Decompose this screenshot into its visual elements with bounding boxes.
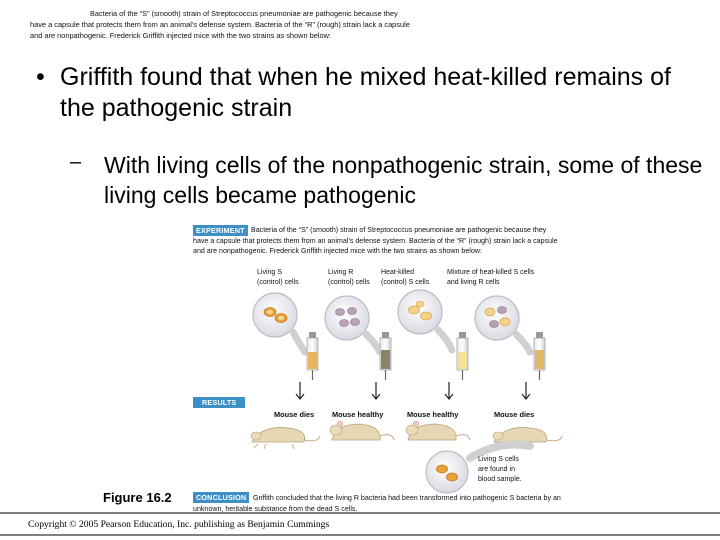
arrow-dish4 bbox=[516, 334, 530, 352]
dish-heat-killed-s bbox=[398, 290, 442, 334]
dish-label-1-line2: (control) cells bbox=[257, 279, 299, 286]
dish-label-3-line2: (control) S cells bbox=[381, 279, 430, 286]
syringe-1 bbox=[307, 332, 318, 380]
dish-label-4-line1: Mixture of heat-killed S cells bbox=[447, 269, 535, 276]
top-caption-line2: have a capsule that protects them from an animal’s defense system. Bacteria of the “R” (rough) strain lack a capsule bbox=[30, 20, 410, 29]
sub-bullet-symbol: – bbox=[70, 151, 82, 173]
experiment-line3: and are nonpathogenic. Frederick Griffith injected mice with the two strains as shown below: bbox=[193, 247, 482, 255]
syringe-2 bbox=[380, 332, 391, 380]
outcome-label-1: Mouse dies bbox=[274, 410, 315, 419]
mouse-healthy-2 bbox=[406, 421, 470, 440]
dish-living-r bbox=[325, 296, 369, 340]
top-caption-line1: Bacteria of the “S” (smooth) strain of Streptococcus pneumoniae are pathogenic because they bbox=[90, 9, 398, 18]
bullet-text: Griffith found that when he mixed heat-killed remains of the pathogenic strain bbox=[60, 63, 671, 122]
dish-label-4-line2: and living R cells bbox=[447, 279, 500, 286]
conclusion-tag: CONCLUSION bbox=[193, 492, 249, 503]
copyright-footer: Copyright © 2005 Pearson Education, Inc. publishing as Benjamin Cummings bbox=[28, 519, 330, 530]
dish-label-2-line2: (control) cells bbox=[328, 279, 370, 286]
outcome-label-3: Mouse healthy bbox=[407, 410, 459, 419]
dish-blood-sample bbox=[426, 451, 468, 493]
experiment-line2: have a capsule that protects them from an animal’s defense system. Bacteria of the “R” (rough) strain lack a capsule bbox=[193, 236, 558, 245]
syringe-3 bbox=[457, 332, 468, 380]
conclusion-text bbox=[193, 493, 613, 514]
mouse-healthy-1 bbox=[330, 421, 394, 440]
dish-label-1-line1: Living S bbox=[257, 269, 282, 276]
dish-label-2-line1: Living R bbox=[328, 269, 354, 276]
arrow-dish3 bbox=[438, 330, 452, 350]
bullet-symbol: • bbox=[36, 63, 45, 91]
injection-arrows bbox=[296, 382, 530, 399]
outcome-label-4: Mouse dies bbox=[494, 410, 535, 419]
syringe-4 bbox=[534, 332, 545, 380]
results-tag: RESULTS bbox=[193, 397, 245, 408]
arrow-dish1 bbox=[293, 332, 305, 352]
figure-label: Figure 16.2 bbox=[103, 490, 172, 505]
experiment-line1: Bacteria of the “S” (smooth) strain of Streptococcus pneumoniae are pathogenic because they bbox=[251, 226, 547, 234]
arrow-dish2 bbox=[366, 334, 380, 352]
top-caption-line3: and are nonpathogenic. Frederick Griffith injected mice with the two strains as shown below: bbox=[30, 31, 331, 40]
outcome-label-2: Mouse healthy bbox=[332, 410, 384, 419]
dish-mixture bbox=[475, 296, 519, 340]
blood-sample-label bbox=[478, 455, 522, 485]
blood-sample-line2: are found in bbox=[478, 466, 515, 473]
mouse-dead-1 bbox=[251, 428, 320, 449]
mouse-dead-2 bbox=[493, 428, 562, 442]
dish-label-3-line1: Heat-killed bbox=[381, 269, 415, 276]
experiment-tag: EXPERIMENT bbox=[193, 225, 248, 236]
conclusion-line2: unknown, heritable substance from the dead S cells. bbox=[193, 504, 358, 513]
sub-bullet-text: With living cells of the nonpathogenic strain, some of these living cells became pathogenic bbox=[104, 152, 703, 208]
blood-sample-line3: blood sample. bbox=[478, 476, 522, 483]
blood-sample-line1: Living S cells bbox=[478, 456, 519, 463]
conclusion-line1: Griffith concluded that the living R bacteria had been transformed into pathogenic S bacteria by an bbox=[253, 494, 561, 502]
